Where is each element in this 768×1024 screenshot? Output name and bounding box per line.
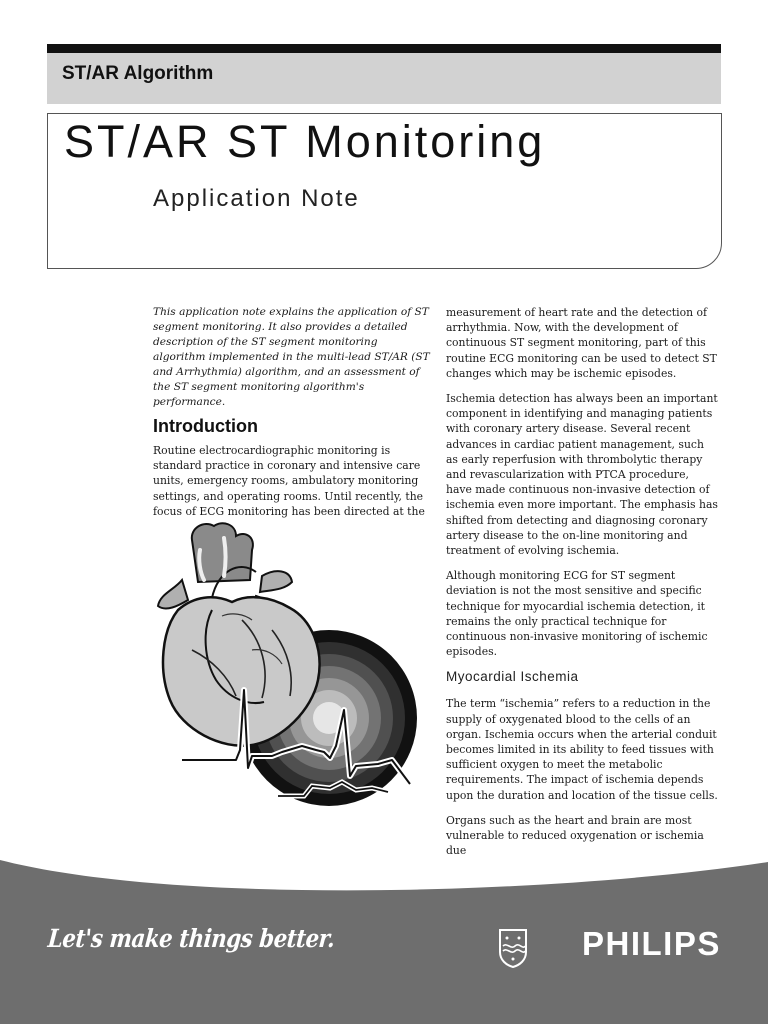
page-subtitle: Application Note: [153, 185, 360, 212]
tagline: Let's make things better.: [46, 924, 336, 953]
title-box: [47, 113, 722, 269]
section-label: ST/AR Algorithm: [62, 63, 214, 84]
body-paragraph: measurement of heart rate and the detection of arrhythmia. Now, with the development of continuous ST segment monitoring, part of this routine ECG monitoring can be used to detect ST changes which may be ischemic episodes.: [446, 306, 717, 380]
page-title: ST/AR ST Monitoring: [64, 116, 546, 167]
body-paragraph: Ischemia detection has always been an important component in identifying and managing patients with coronary artery disease. Several recent advances in cardiac patient management, such as early reperfusion with thrombolytic therapy and revascularization with PTCA procedure, have made continuous non-invasive detection of ischemia even more important. The emphasis has shifted from detecting and diagnosing coronary artery disease to the on-line monitoring and treatment of evolving ischemia.: [446, 392, 718, 558]
introduction-heading: Introduction: [153, 416, 258, 436]
body-paragraph: Although monitoring ECG for ST segment deviation is not the most sensitive and specific technique for myocardial ischemia detection, it remains the only practical technique for continuous non-invasive monitoring of ischemic episodes.: [446, 569, 708, 659]
body-paragraph: The term “ischemia” refers to a reduction in the supply of oxygenated blood to the cells of an organ. Ischemia occurs when the arterial conduit becomes limited in its ability to feed tissues with sufficient oxygen to meet the metabolic requirements. The impact of ischemia depends upon the duration and location of the tissue cells.: [446, 697, 718, 802]
header-band: [47, 53, 721, 104]
left-column: [153, 305, 430, 529]
heart-ecg-illustration: [152, 520, 422, 810]
introduction-paragraph: Routine electrocardiographic monitoring is standard practice in coronary and intensive care units, emergency rooms, ambulatory monitoring settings, and operating rooms. Until recently, the focus of ECG monitoring has been directed at the: [153, 444, 425, 518]
right-column: [446, 305, 718, 869]
philips-shield-icon: [498, 928, 528, 968]
brand-wordmark: PHILIPS: [582, 925, 721, 962]
top-rule: [47, 44, 721, 53]
abstract: This application note explains the application of ST segment monitoring. It also provides a detailed description of the ST segment monitoring algorithm implemented in the multi-lead ST/AR (ST and Arrhythmia) algorithm, and an assessment of the ST segment monitoring algorithm's performance.: [153, 306, 430, 408]
body-paragraph: Organs such as the heart and brain are most vulnerable to reduced oxygenation or ischemia due: [446, 813, 704, 858]
myocardial-ischemia-heading: Myocardial Ischemia: [446, 669, 579, 685]
